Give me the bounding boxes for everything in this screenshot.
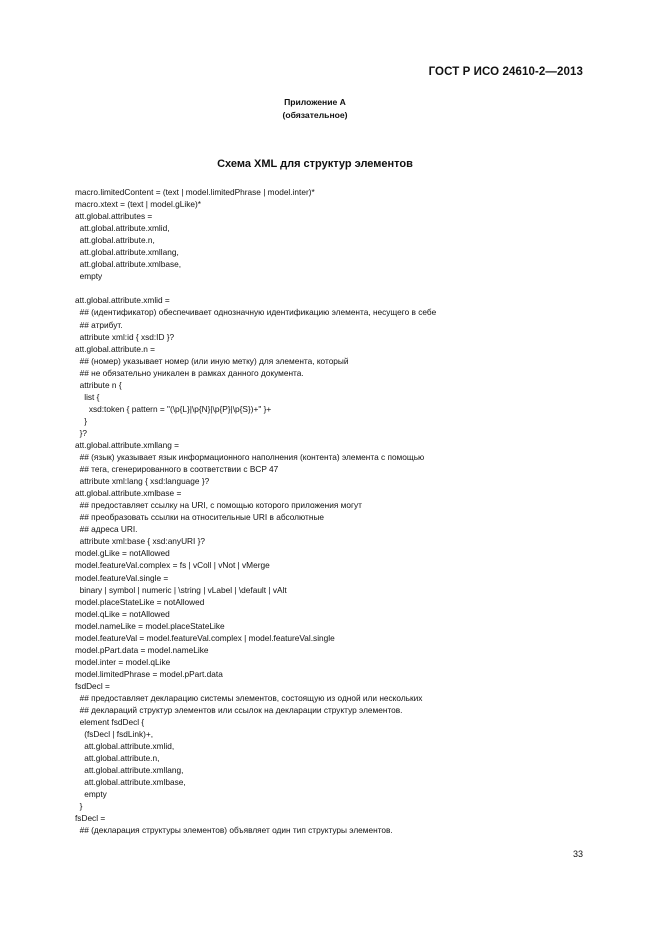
code-line: ## деклараций структур элементов или ссылок на декларации структур элементов. <box>75 705 403 716</box>
code-line: model.qLike = notAllowed <box>75 608 170 619</box>
annex-label: Приложение А <box>284 97 346 107</box>
code-line: ## тега, сгенерированного в соответствии с BCP 47 <box>75 464 279 475</box>
code-line: ## (номер) указывает номер (или иную метку) для элемента, который <box>75 355 349 366</box>
code-line: model.featureVal.single = <box>75 572 169 583</box>
code-line: att.global.attribute.xmlbase, <box>75 777 186 788</box>
code-line: } <box>75 415 87 426</box>
standard-designation: ГОСТ Р ИСО 24610-2—2013 <box>428 66 583 78</box>
code-line: model.limitedPhrase = model.pPart.data <box>75 668 223 679</box>
code-line: ## предоставляет декларацию системы элементов, состоящую из одной или нескольких <box>75 692 423 703</box>
code-line: model.placeStateLike = notAllowed <box>75 596 205 607</box>
code-line: model.inter = model.qLike <box>75 656 171 667</box>
code-line: empty <box>75 789 107 800</box>
code-line: ## атрибут. <box>75 319 123 330</box>
code-line: ## (декларация структуры элементов) объявляет один тип структуры элементов. <box>75 825 393 836</box>
code-line: att.global.attribute.n, <box>75 753 160 764</box>
code-line: att.global.attribute.xmlid, <box>75 223 170 234</box>
code-line: att.global.attributes = <box>75 211 153 222</box>
code-line: ## (язык) указывает язык информационного наполнения (контента) элемента с помощью <box>75 452 425 463</box>
code-line: att.global.attribute.n = <box>75 343 156 354</box>
code-line: }? <box>75 427 87 438</box>
code-line: fsdDecl = <box>75 680 110 691</box>
code-line: xsd:token { pattern = "(\p{L}|\p{N}|\p{P}|\p{S})+" }+ <box>75 403 272 414</box>
code-line: } <box>75 801 83 812</box>
schema-code-block <box>75 186 595 837</box>
code-line: attribute xml:base { xsd:anyURI }? <box>75 536 206 547</box>
page-number: 33 <box>572 849 583 859</box>
code-line: att.global.attribute.xmllang = <box>75 439 180 450</box>
code-line: attribute n { <box>75 379 122 390</box>
code-line: att.global.attribute.xmllang, <box>75 247 179 258</box>
code-line: ## предоставляет ссылку на URI, с помощью которого приложения могут <box>75 500 362 511</box>
code-line: model.nameLike = model.placeStateLike <box>75 620 225 631</box>
code-line: model.gLike = notAllowed <box>75 548 170 559</box>
code-line: ## не обязательно уникален в рамках данного документа. <box>75 367 304 378</box>
code-line: ## преобразовать ссылки на относительные URI в абсолютные <box>75 512 325 523</box>
code-line: att.global.attribute.xmlbase = <box>75 488 182 499</box>
code-line: ## адреса URI. <box>75 524 138 535</box>
code-line: model.featureVal.complex = fs | vColl | vNot | vMerge <box>75 560 270 571</box>
code-line: fsDecl = <box>75 813 106 824</box>
code-line: macro.xtext = (text | model.gLike)* <box>75 199 201 210</box>
code-line: empty <box>75 271 103 282</box>
code-line: att.global.attribute.xmlid, <box>75 741 175 752</box>
code-line: attribute xml:lang { xsd:language }? <box>75 476 210 487</box>
code-line: att.global.attribute.xmlbase, <box>75 259 182 270</box>
code-line: model.featureVal = model.featureVal.complex | model.featureVal.single <box>75 632 335 643</box>
code-line: attribute xml:id { xsd:ID }? <box>75 331 175 342</box>
code-line: list { <box>75 391 100 402</box>
code-line: macro.limitedContent = (text | model.limitedPhrase | model.inter)* <box>75 187 315 197</box>
code-line: ## (идентификатор) обеспечивает однозначную идентификацию элемента, несущего в себе <box>75 307 437 318</box>
code-line <box>75 282 595 294</box>
code-line: att.global.attribute.n, <box>75 235 155 246</box>
code-line: att.global.attribute.xmllang, <box>75 765 184 776</box>
code-line: element fsdDecl { <box>75 717 145 728</box>
code-line: att.global.attribute.xmlid = <box>75 295 170 306</box>
code-line: (fsDecl | fsdLink)+, <box>75 729 154 740</box>
annex-heading <box>0 96 630 122</box>
annex-status: (обязательное) <box>282 110 348 120</box>
section-title: Схема XML для структур элементов <box>217 158 413 170</box>
code-line: model.pPart.data = model.nameLike <box>75 644 209 655</box>
code-line: binary | symbol | numeric | \string | vLabel | \default | vAlt <box>75 584 287 595</box>
